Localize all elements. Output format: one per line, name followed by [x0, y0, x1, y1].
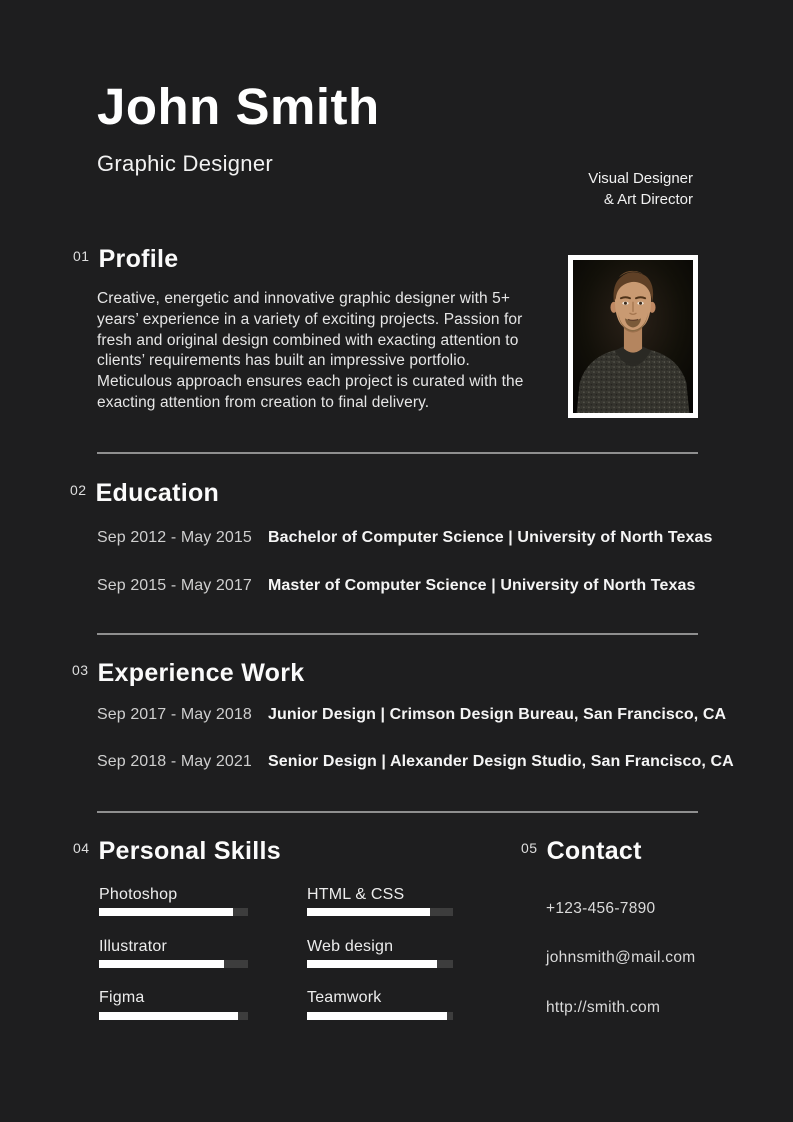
section-title: Experience Work [97, 659, 305, 687]
section-title: Education [95, 479, 220, 507]
role-tagline [588, 168, 693, 210]
education-row [97, 577, 695, 595]
section-divider [97, 452, 698, 454]
contact-phone[interactable]: +123-456-7890 [546, 900, 656, 917]
section-title: Profile [98, 245, 179, 273]
section-heading-contact [521, 838, 642, 866]
skill-bar-track [307, 960, 453, 968]
contact-email[interactable]: johnsmith@mail.com [546, 949, 696, 966]
section-number: 04 [73, 840, 90, 856]
skill-bar-track [99, 960, 248, 968]
portrait-illustration [573, 260, 693, 413]
profile-photo [568, 255, 698, 418]
experience-detail: Senior Design | Alexander Design Studio, San Francisco, CA [268, 753, 734, 770]
skill-bar-track [307, 1012, 453, 1020]
education-detail: Master of Computer Science | University of North Texas [268, 577, 696, 594]
experience-date: Sep 2018 - May 2021 [97, 753, 252, 770]
skill-label: Illustrator [99, 938, 167, 955]
person-job-title: Graphic Designer [97, 151, 273, 176]
profile-summary: Creative, energetic and innovative graphic designer with 5+ years’ experience in a variety of exciting projects. Passion for fresh and original design combined with exacting attention to clients’ requirements has built an impressive portfolio. Meticulous approach ensures each project is curated with the exacting attention from creation to final delivery. [97, 290, 524, 411]
section-heading-skills [73, 838, 281, 866]
education-date: Sep 2012 - May 2015 [97, 529, 252, 546]
skill-label: HTML & CSS [307, 886, 405, 903]
section-title: Personal Skills [98, 837, 281, 865]
skill-bar-track [307, 908, 453, 916]
skill-bar-fill [99, 908, 233, 916]
skill-bar-fill [307, 1012, 447, 1020]
experience-row [97, 753, 734, 771]
role-line-1: Visual Designer [588, 170, 693, 187]
skill-bar-fill [307, 908, 430, 916]
experience-detail: Junior Design | Crimson Design Bureau, San Francisco, CA [268, 706, 727, 723]
role-line-2: & Art Director [603, 191, 693, 208]
skill-bar-fill [99, 960, 224, 968]
section-heading-experience [72, 660, 304, 688]
section-heading-profile [73, 246, 178, 274]
skill-bar-track [99, 908, 248, 916]
section-heading-education [70, 480, 219, 508]
skill-label: Web design [307, 938, 394, 955]
section-divider [97, 811, 698, 813]
experience-row [97, 706, 726, 724]
experience-date: Sep 2017 - May 2018 [97, 706, 252, 723]
education-date: Sep 2015 - May 2017 [97, 577, 252, 594]
section-title: Contact [546, 837, 642, 865]
section-number: 02 [70, 482, 87, 498]
education-detail: Bachelor of Computer Science | University of North Texas [268, 529, 713, 546]
section-number: 05 [521, 840, 538, 856]
section-divider [97, 633, 698, 635]
person-name: John Smith [97, 78, 380, 135]
skill-label: Teamwork [307, 989, 382, 1006]
contact-website[interactable]: http://smith.com [546, 999, 661, 1016]
skill-label: Photoshop [99, 886, 178, 903]
skill-bar-track [99, 1012, 248, 1020]
skill-bar-fill [307, 960, 437, 968]
skill-label: Figma [99, 989, 145, 1006]
section-number: 03 [72, 662, 89, 678]
education-row [97, 529, 713, 547]
skill-bar-fill [99, 1012, 238, 1020]
section-number: 01 [73, 248, 90, 264]
